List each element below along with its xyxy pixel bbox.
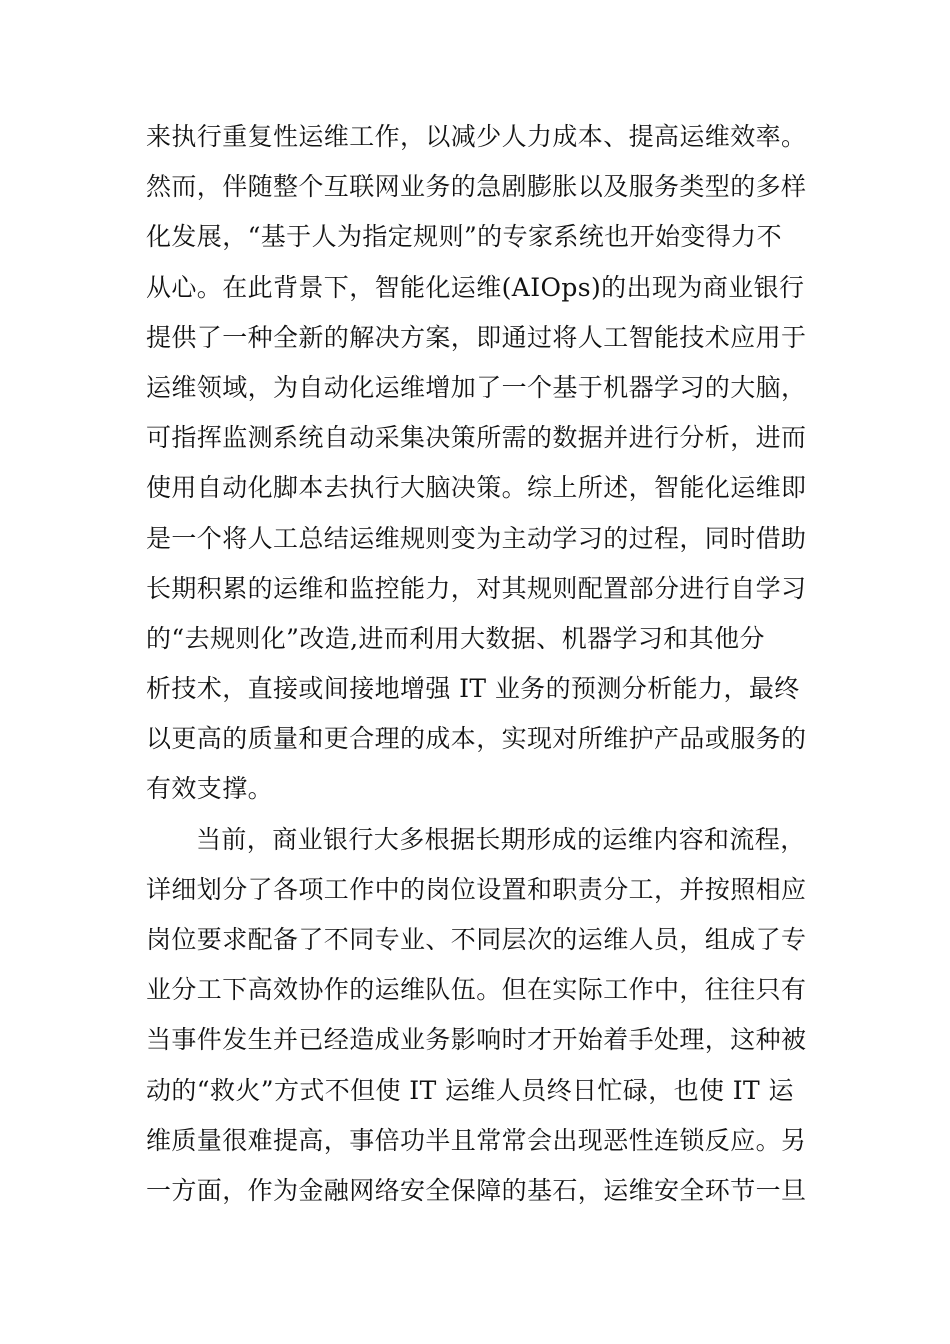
text-line: 来执行重复性运维工作，以减少人力成本、提高运维效率。 — [146, 122, 807, 151]
text-line: 化发展，“基于人为指定规则”的专家系统也开始变得力不 — [146, 222, 782, 252]
text-line: 岗位要求配备了不同专业、不同层次的运维人员，组成了专 — [146, 925, 807, 954]
text-line: 的“去规则化”改造,进而利用大数据、机器学习和其他分 — [146, 623, 765, 653]
body-text — [146, 112, 816, 1216]
text-line: 然而，伴随整个互联网业务的急剧膨胀以及服务类型的多样 — [146, 172, 807, 202]
text-line: 详细划分了各项工作中的岗位设置和职责分工，并按照相应 — [146, 874, 807, 904]
text-line: 维质量很难提高，事倍功半且常常会出现恶性连锁反应。另 — [146, 1125, 807, 1155]
text-line: 是一个将人工总结运维规则变为主动学习的过程，同时借助 — [146, 523, 807, 553]
text-line: 从心。在此背景下，智能化运维(AIOps)的出现为商业银行 — [146, 272, 805, 302]
text-line: 使用自动化脚本去执行大脑决策。综上所述，智能化运维即 — [146, 473, 807, 503]
text-line: 一方面，作为金融网络安全保障的基石，运维安全环节一旦 — [146, 1175, 807, 1205]
text-line: 当事件发生并已经造成业务影响时才开始着手处理，这种被 — [146, 1025, 807, 1055]
text-line: 析技术，直接或间接地增强 IT 业务的预测分析能力，最终 — [146, 674, 800, 704]
text-line: 可指挥监测系统自动采集决策所需的数据并进行分析，进而 — [146, 423, 807, 453]
text-line: 长期积累的运维和监控能力，对其规则配置部分进行自学习 — [146, 573, 807, 603]
text-line: 动的“救火”方式不但使 IT 运维人员终日忙碌，也使 IT 运 — [146, 1075, 794, 1105]
text-line: 运维领域，为自动化运维增加了一个基于机器学习的大脑， — [146, 372, 807, 402]
text-line: 提供了一种全新的解决方案，即通过将人工智能技术应用于 — [146, 322, 807, 352]
text-line: 有效支撑。 — [146, 774, 274, 804]
paragraph-first-line: 当前，商业银行大多根据长期形成的运维内容和流程， — [196, 824, 806, 854]
text-line: 业分工下高效协作的运维队伍。但在实际工作中，往往只有 — [146, 975, 807, 1005]
text-line: 以更高的质量和更合理的成本，实现对所维护产品或服务的 — [146, 724, 807, 754]
